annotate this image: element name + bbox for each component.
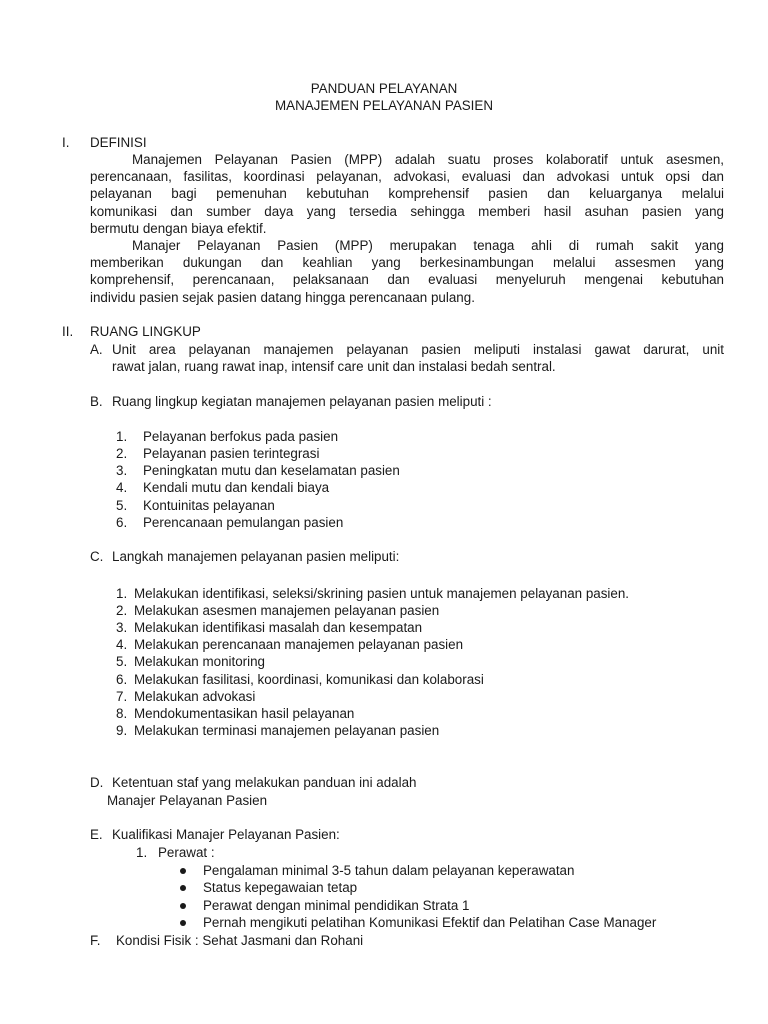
paragraph-line: rawat jalan, ruang rawat inap, intensif care unit dan instalasi bedah sentral. — [112, 359, 556, 375]
list-b-item: Kendali mutu dan kendali biaya — [143, 480, 330, 495]
list-c-item: Mendokumentasikan hasil pelayanan — [134, 706, 355, 721]
item-e-sub-text: Perawat : — [158, 845, 215, 860]
list-c-num: 2. — [116, 603, 128, 618]
list-c-item: Melakukan terminasi manajemen pelayanan pasien — [134, 723, 440, 738]
item-e-text: Kualifikasi Manajer Pelayanan Pasien: — [112, 827, 340, 842]
document-title-line2: MANAJEMEN PELAYANAN PASIEN — [274, 98, 494, 113]
item-e-sub-num: 1. — [136, 845, 148, 860]
item-c-text: Langkah manajemen pelayanan pasien meliputi: — [112, 549, 400, 564]
list-b-num: 2. — [116, 446, 128, 461]
paragraph-line: Manajer Pelayanan Pasien (MPP) merupakan tenaga ahli di rumah sakit yang — [132, 238, 724, 253]
list-c-item: Melakukan identifikasi masalah dan kesempatan — [134, 620, 423, 635]
list-c-item: Melakukan fasilitasi, koordinasi, komunikasi dan kolaborasi — [134, 672, 484, 687]
list-c-num: 9. — [116, 723, 128, 738]
document-title-line1: PANDUAN PELAYANAN — [310, 81, 458, 96]
section2-numeral: II. — [62, 324, 74, 339]
list-c-num: 6. — [116, 672, 128, 687]
bullet-item: Perawat dengan minimal pendidikan Strata 1 — [203, 898, 470, 913]
paragraph-line: Unit area pelayanan manajemen pelayanan pasien meliputi instalasi gawat darurat, unit — [112, 342, 724, 357]
paragraph-line: komprehensif, perencanaan, pelaksanaan dan evaluasi menyeluruh mengenai kebutuhan — [90, 272, 724, 288]
list-c-item: Melakukan monitoring — [134, 654, 265, 669]
list-b-num: 5. — [116, 498, 128, 513]
section2-heading: RUANG LINGKUP — [90, 324, 201, 339]
paragraph-line: pelayanan bagi pemenuhan kebutuhan komprehensif pasien dan keluarganya melalui — [90, 186, 724, 202]
item-f-text: Kondisi Fisik : Sehat Jasmani dan Rohani — [116, 933, 364, 948]
list-b-item: Peningkatan mutu dan keselamatan pasien — [143, 463, 400, 478]
paragraph-line: bermutu dengan biaya efektif. — [90, 220, 267, 236]
section1-paragraph-1 — [90, 151, 724, 237]
paragraph-line: memberikan dukungan dan keahlian yang berkesinambungan melalui assesmen yang — [90, 255, 724, 271]
item-d-line2: Manajer Pelayanan Pasien — [107, 793, 268, 808]
list-c-item: Melakukan advokasi — [134, 689, 256, 704]
bullet-icon — [180, 885, 186, 891]
list-c-item: Melakukan asesmen manajemen pelayanan pasien — [134, 603, 440, 618]
list-b-num: 3. — [116, 463, 128, 478]
bullet-icon — [180, 920, 186, 926]
list-b-item: Perencanaan pemulangan pasien — [143, 515, 344, 530]
list-c-item: Melakukan identifikasi, seleksi/skrining pasien untuk manajemen pelayanan pasien. — [134, 586, 629, 601]
item-b-text: Ruang lingkup kegiatan manajemen pelayanan pasien meliputi : — [112, 394, 492, 409]
paragraph-line: individu pasien sejak pasien datang hingga perencanaan pulang. — [90, 289, 475, 305]
bullet-item: Status kepegawaian tetap — [203, 880, 358, 895]
list-b-num: 6. — [116, 515, 128, 530]
item-d-line1: Ketentuan staf yang melakukan panduan ini adalah — [112, 775, 417, 790]
list-c-num: 3. — [116, 620, 128, 635]
section1-paragraph-2 — [90, 237, 724, 306]
bullet-item: Pernah mengikuti pelatihan Komunikasi Efektif dan Pelatihan Case Manager — [203, 915, 657, 930]
list-c-item: Melakukan perencanaan manajemen pelayanan pasien — [134, 637, 464, 652]
item-f-letter: F. — [90, 933, 101, 948]
paragraph-line: perencanaan, fasilitas, koordinasi pelayanan, advokasi, evaluasi dan advokasi untuk opsi dan — [90, 169, 724, 185]
item-a-text — [112, 341, 724, 375]
list-c-num: 4. — [116, 637, 128, 652]
list-b-item: Kontuinitas pelayanan — [143, 498, 275, 513]
list-b-num: 4. — [116, 480, 128, 495]
list-c-num: 8. — [116, 706, 128, 721]
list-c-num: 5. — [116, 654, 128, 669]
bullet-icon — [180, 903, 186, 909]
list-b-item: Pelayanan berfokus pada pasien — [143, 429, 339, 444]
list-c-num: 7. — [116, 689, 128, 704]
list-b-num: 1. — [116, 429, 128, 444]
bullet-icon — [180, 868, 186, 874]
list-c-num: 1. — [116, 586, 128, 601]
section1-numeral: I. — [62, 135, 70, 150]
section1-heading: DEFINISI — [90, 135, 147, 150]
paragraph-line: komunikasi dan sumber daya yang tersedia sehingga memberi hasil asuhan pasien yang — [90, 203, 724, 219]
item-a-letter: A. — [90, 342, 103, 357]
item-c-letter: C. — [90, 549, 104, 564]
item-d-letter: D. — [90, 775, 104, 790]
item-e-letter: E. — [90, 827, 103, 842]
paragraph-line: Manajemen Pelayanan Pasien (MPP) adalah suatu proses kolaboratif untuk asesmen, — [132, 152, 724, 167]
list-b-item: Pelayanan pasien terintegrasi — [143, 446, 320, 461]
bullet-item: Pengalaman minimal 3-5 tahun dalam pelayanan keperawatan — [203, 863, 575, 878]
item-b-letter: B. — [90, 394, 103, 409]
